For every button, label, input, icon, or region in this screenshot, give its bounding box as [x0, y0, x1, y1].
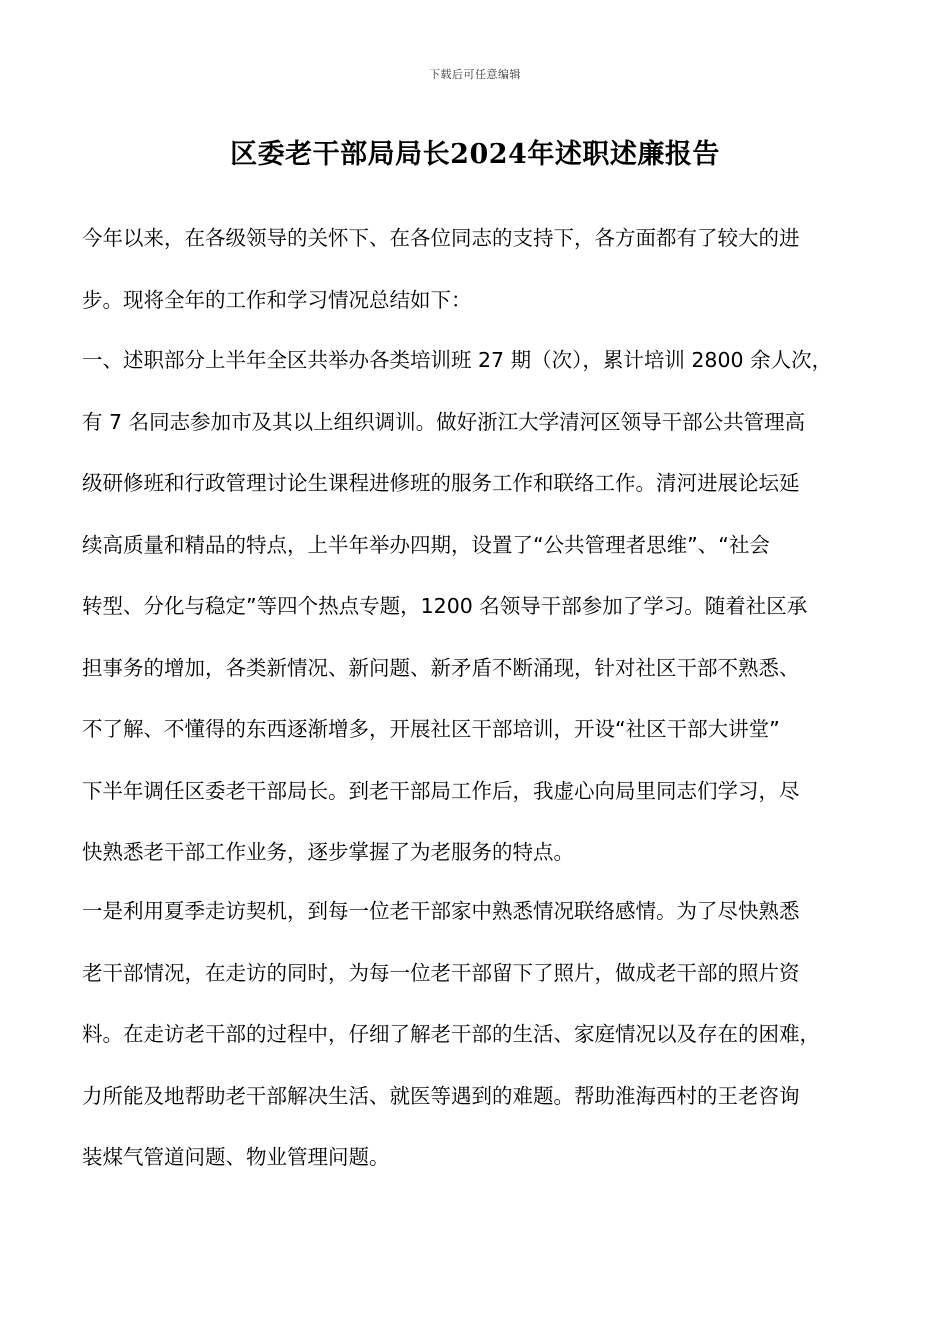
header-note: 下载后可任意编辑	[429, 68, 521, 81]
paragraph-line: 一、述职部分上半年全区共举办各类培训班 27 期（次），累计培训 2800 余人次，	[82, 348, 833, 372]
paragraph-intro	[82, 208, 882, 331]
paragraph-line: 一是利用夏季走访契机，到每一位老干部家中熟悉情况联络感情。为了尽快熟悉	[82, 899, 800, 923]
paragraph-line: 老干部情况，在走访的同时，为每一位老干部留下了照片，做成老干部的照片资	[82, 960, 800, 985]
paragraph-line: 料。在走访老干部的过程中，仔细了解老干部的生活、家庭情况以及存在的困难，	[82, 1022, 820, 1046]
paragraph-line: 不了解、不懂得的东西逐渐增多，开展社区干部培训，开设“社区干部大讲堂”	[82, 717, 780, 741]
paragraph-line: 装煤气管道问题、物业管理问题。	[82, 1145, 390, 1169]
paragraph-line: 担事务的增加，各类新情况、新问题、新矛盾不断涌现，针对社区干部不熟悉、	[82, 655, 800, 680]
document-title: 区委老干部局局长2024年述职述廉报告	[230, 139, 720, 170]
paragraph-line: 今年以来，在各级领导的关怀下、在各位同志的支持下，各方面都有了较大的进	[82, 226, 800, 250]
paragraph-line: 步。现将全年的工作和学习情况总结如下：	[82, 287, 472, 312]
paragraph-visits	[82, 881, 882, 1189]
paragraph-line: 有 7 名同志参加市及其以上组织调训。做好浙江大学清河区领导干部公共管理高	[82, 409, 806, 434]
paragraph-line: 快熟悉老干部工作业务，逐步掌握了为老服务的特点。	[82, 840, 574, 864]
paragraph-line: 下半年调任区委老干部局长。到老干部局工作后，我虚心向局里同志们学习，尽	[82, 778, 800, 803]
paragraph-report	[82, 330, 882, 884]
paragraph-line: 力所能及地帮助老干部解决生活、就医等遇到的难题。帮助淮海西村的王老咨询	[82, 1083, 800, 1108]
paragraph-line: 级研修班和行政管理讨论生课程进修班的服务工作和联络工作。清河进展论坛延	[82, 471, 800, 495]
paragraph-line: 续高质量和精品的特点，上半年举办四期，设置了“公共管理者思维”、“社会	[82, 532, 770, 557]
paragraph-line: 转型、分化与稳定”等四个热点专题，1200 名领导干部参加了学习。随着社区承	[82, 594, 808, 618]
